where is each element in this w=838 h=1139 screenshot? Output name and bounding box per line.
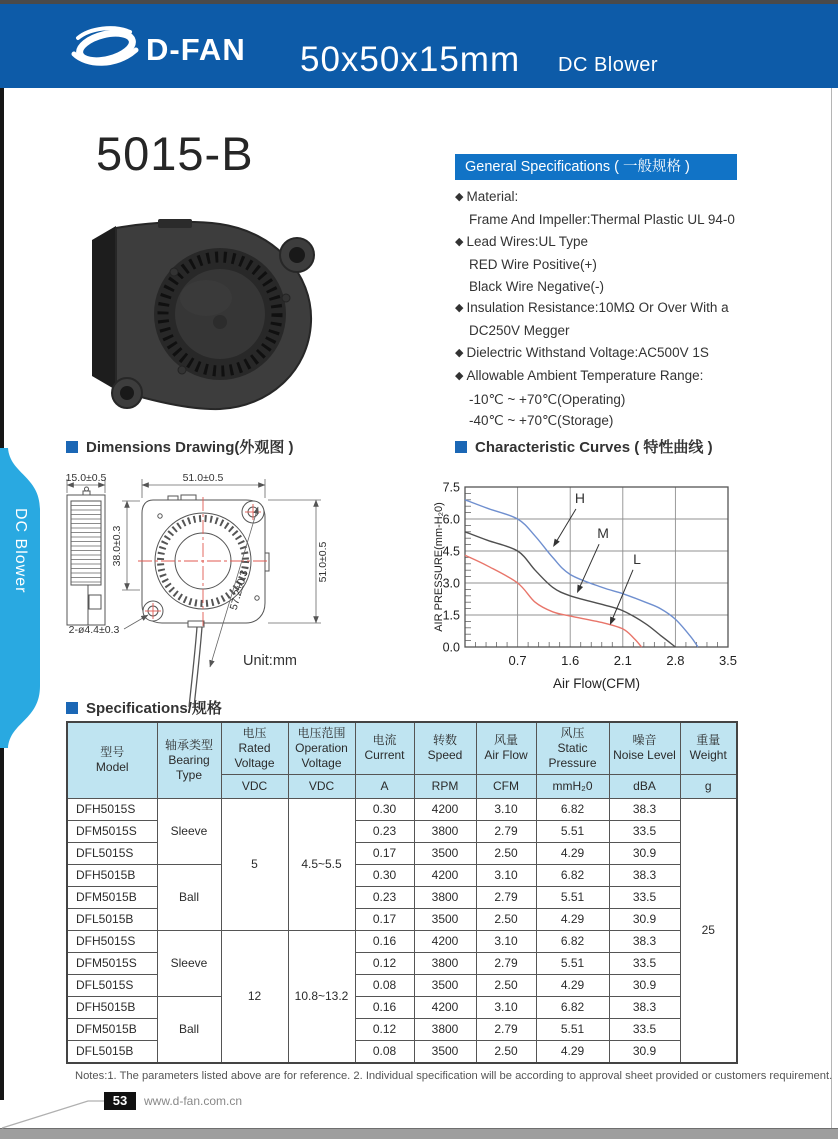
cell-static-pressure: 5.51: [536, 1018, 609, 1040]
column-unit: CFM: [476, 774, 536, 798]
table-row: [67, 996, 737, 1018]
dimensions-drawing: [60, 455, 450, 717]
cell-static-pressure: 5.51: [536, 886, 609, 908]
section-bullet-icon: [66, 441, 78, 453]
footer-decoration-lines: [0, 1085, 200, 1138]
cell-speed: 4200: [414, 930, 476, 952]
section-title-dimensions: Dimensions Drawing(外观图 ): [66, 436, 294, 457]
y-tick-label: 4.5: [442, 544, 460, 559]
cell-model: DFH5015B: [67, 996, 157, 1018]
cell-noise-level: 33.5: [609, 1018, 680, 1040]
cell-static-pressure: 4.29: [536, 1040, 609, 1063]
general-specs-list: [455, 186, 795, 431]
y-axis-title: AIR PRESSURE(mm-H₂0): [433, 502, 445, 632]
cell-model: DFL5015B: [67, 1040, 157, 1063]
cell-model: DFH5015S: [67, 930, 157, 952]
cell-current: 0.17: [355, 908, 414, 930]
notes-text: Notes:1. The parameters listed above are for reference. 2. Individual specification will be according to approval sheet provided or customers requirement.: [75, 1070, 833, 1082]
spec-item-continuation: RED Wire Positive(+): [469, 257, 597, 273]
cell-current: 0.17: [355, 842, 414, 864]
cell-model: DFL5015B: [67, 908, 157, 930]
page-number-badge: 53: [104, 1092, 136, 1110]
cell-bearing-type: Sleeve: [157, 930, 221, 996]
y-tick-label: 1.5: [442, 608, 460, 623]
cell-airflow: 3.10: [476, 996, 536, 1018]
cell-rated-voltage: 12: [221, 930, 288, 1063]
cell-static-pressure: 6.82: [536, 996, 609, 1018]
column-header: 风压 Static Pressure: [536, 722, 609, 774]
cell-model: DFL5015S: [67, 974, 157, 996]
spec-item-continuation: -40℃ ~ +70℃(Storage): [469, 413, 614, 429]
y-tick-label: 0.0: [442, 640, 460, 655]
dim-bolt-span: 38.0±0.3: [111, 525, 123, 567]
column-header: 风量 Air Flow: [476, 722, 536, 774]
cell-speed: 3500: [414, 1040, 476, 1063]
characteristic-curves-chart: [430, 480, 780, 694]
dim-diagonal: 57.2±0.3: [227, 568, 251, 612]
column-unit: VDC: [221, 774, 288, 798]
column-header: 转数 Speed: [414, 722, 476, 774]
cell-noise-level: 38.3: [609, 798, 680, 820]
header-banner: [0, 4, 838, 88]
cell-speed: 3500: [414, 842, 476, 864]
cell-operation-voltage: 10.8~13.2: [288, 930, 355, 1063]
cell-static-pressure: 4.29: [536, 908, 609, 930]
cell-current: 0.30: [355, 864, 414, 886]
dfan-logo-icon: [70, 22, 142, 72]
cell-model: DFM5015B: [67, 1018, 157, 1040]
dim-front-height: 51.0±0.5: [317, 541, 329, 583]
cell-model: DFM5015S: [67, 952, 157, 974]
cell-airflow: 3.10: [476, 864, 536, 886]
cell-noise-level: 33.5: [609, 820, 680, 842]
cell-bearing-type: Ball: [157, 864, 221, 930]
column-unit: dBA: [609, 774, 680, 798]
y-tick-label: 6.0: [442, 512, 460, 527]
column-header: 轴承类型 Bearing Type: [157, 722, 221, 798]
curve-label-H: H: [574, 490, 585, 506]
cell-speed: 4200: [414, 864, 476, 886]
cell-noise-level: 38.3: [609, 930, 680, 952]
curve-L: [465, 555, 642, 647]
cell-airflow: 2.50: [476, 908, 536, 930]
diamond-bullet-icon: ◆: [455, 302, 464, 315]
diamond-bullet-icon: ◆: [455, 235, 464, 248]
cell-airflow: 2.79: [476, 820, 536, 842]
column-header: 电压 Rated Voltage: [221, 722, 288, 774]
cell-airflow: 2.50: [476, 974, 536, 996]
cell-speed: 3800: [414, 952, 476, 974]
cell-current: 0.12: [355, 952, 414, 974]
product-type: DC Blower: [558, 54, 659, 76]
cell-model: DFM5015B: [67, 886, 157, 908]
cell-speed: 3500: [414, 974, 476, 996]
column-header: 重量 Weight: [680, 722, 737, 774]
diamond-bullet-icon: ◆: [455, 191, 464, 203]
cell-current: 0.12: [355, 1018, 414, 1040]
spec-item: ◆ Allowable Ambient Temperature Range:: [455, 368, 704, 384]
cell-speed: 3800: [414, 820, 476, 842]
cell-current: 0.23: [355, 886, 414, 908]
annotation-arrowhead-M: [577, 585, 583, 594]
y-tick-label: 3.0: [442, 576, 460, 591]
spec-item-continuation: Black Wire Negative(-): [469, 278, 605, 294]
column-unit: RPM: [414, 774, 476, 798]
x-tick-label: 0.7: [508, 653, 527, 668]
cell-speed: 4200: [414, 798, 476, 820]
cell-operation-voltage: 4.5~5.5: [288, 798, 355, 930]
cell-airflow: 3.10: [476, 930, 536, 952]
cell-current: 0.30: [355, 798, 414, 820]
spec-item-continuation: DC250V Megger: [469, 323, 570, 339]
cell-airflow: 2.50: [476, 1040, 536, 1063]
cell-airflow: 2.79: [476, 952, 536, 974]
annotation-arrowhead-H: [553, 539, 560, 547]
section-title-curves: Characteristic Curves ( 特性曲线 ): [455, 436, 713, 457]
model-title: 5015-B: [96, 127, 254, 180]
diamond-bullet-icon: ◆: [455, 346, 464, 359]
general-specs-header: General Specifications ( 一般规格 ): [455, 154, 737, 180]
curve-H: [465, 500, 698, 647]
product-size: 50x50x15mm: [300, 40, 521, 79]
spec-item: ◆ Lead Wires:UL Type: [455, 233, 589, 249]
cell-rated-voltage: 5: [221, 798, 288, 930]
section-bullet-icon: [455, 441, 467, 453]
cell-airflow: 2.50: [476, 842, 536, 864]
cell-current: 0.08: [355, 1040, 414, 1063]
spec-item: ◆ Material:: [455, 189, 519, 204]
column-unit: mmH₂0: [536, 774, 609, 798]
dim-side-width: 15.0±0.5: [65, 472, 107, 484]
cell-static-pressure: 6.82: [536, 864, 609, 886]
cell-model: DFL5015S: [67, 842, 157, 864]
cell-noise-level: 30.9: [609, 974, 680, 996]
diamond-bullet-icon: ◆: [455, 370, 464, 383]
cell-static-pressure: 5.51: [536, 820, 609, 842]
cell-noise-level: 33.5: [609, 952, 680, 974]
cell-noise-level: 38.3: [609, 996, 680, 1018]
spec-item: ◆ Dielectric Withstand Voltage:AC500V 1S: [455, 344, 709, 360]
x-tick-label: 2.1: [613, 653, 632, 668]
curve-label-L: L: [633, 550, 641, 567]
cell-speed: 3500: [414, 908, 476, 930]
spec-item-continuation: Frame And Impeller:Thermal Plastic UL 94-0: [469, 212, 735, 228]
cell-bearing-type: Ball: [157, 996, 221, 1063]
cell-static-pressure: 6.82: [536, 798, 609, 820]
cell-noise-level: 33.5: [609, 886, 680, 908]
cell-airflow: 2.79: [476, 886, 536, 908]
brand-name: D-FAN: [146, 32, 246, 67]
x-axis-title: Air Flow(CFM): [553, 676, 640, 691]
cell-model: DFH5015S: [67, 798, 157, 820]
column-unit: VDC: [288, 774, 355, 798]
cell-model: DFM5015S: [67, 820, 157, 842]
column-unit: A: [355, 774, 414, 798]
cell-model: DFH5015B: [67, 864, 157, 886]
x-tick-label: 1.6: [561, 653, 580, 668]
side-tab-label: DC Blower: [12, 508, 29, 594]
cell-speed: 3800: [414, 886, 476, 908]
cell-static-pressure: 4.29: [536, 842, 609, 864]
unit-label: Unit:mm: [243, 653, 297, 669]
cell-current: 0.08: [355, 974, 414, 996]
x-tick-label: 2.8: [666, 653, 685, 668]
cell-noise-level: 30.9: [609, 1040, 680, 1063]
cell-current: 0.16: [355, 930, 414, 952]
product-photo: [70, 192, 325, 420]
x-tick-label: 3.5: [718, 653, 738, 668]
dim-holes: 2-ø4.4±0.3: [68, 624, 120, 636]
cell-static-pressure: 6.82: [536, 930, 609, 952]
column-header: 电压范围 Operation Voltage: [288, 722, 355, 774]
cell-noise-level: 30.9: [609, 908, 680, 930]
column-header: 型号 Model: [67, 722, 157, 798]
cell-current: 0.23: [355, 820, 414, 842]
cell-current: 0.16: [355, 996, 414, 1018]
cell-speed: 3800: [414, 1018, 476, 1040]
specifications-table: [66, 721, 738, 1064]
table-row: [67, 864, 737, 886]
spec-item-continuation: -10℃ ~ +70℃(Operating): [469, 391, 626, 407]
annotation-arrowhead-L: [610, 617, 616, 626]
dim-front-width: 51.0±0.5: [182, 472, 224, 484]
curve-label-M: M: [597, 525, 609, 542]
cell-airflow: 3.10: [476, 798, 536, 820]
cell-static-pressure: 4.29: [536, 974, 609, 996]
plot-border: [465, 487, 728, 647]
cell-noise-level: 38.3: [609, 864, 680, 886]
column-header: 噪音 Noise Level: [609, 722, 680, 774]
annotation-arrow-H: [557, 509, 576, 541]
y-tick-label: 7.5: [442, 480, 460, 495]
cell-static-pressure: 5.51: [536, 952, 609, 974]
column-unit: g: [680, 774, 737, 798]
cell-airflow: 2.79: [476, 1018, 536, 1040]
website-link[interactable]: www.d-fan.com.cn: [144, 1094, 243, 1108]
cell-bearing-type: Sleeve: [157, 798, 221, 864]
column-header: 电流 Current: [355, 722, 414, 774]
table-row: [67, 798, 737, 820]
section-title-specifications: Specifications/规格: [66, 697, 222, 718]
dc-blower-side-tab: [0, 448, 44, 748]
page-right-border: [831, 88, 832, 1128]
spec-item: ◆ Insulation Resistance:10MΩ Or Over With a: [455, 300, 729, 316]
cell-weight: 25: [680, 798, 737, 1063]
cell-noise-level: 30.9: [609, 842, 680, 864]
cell-speed: 4200: [414, 996, 476, 1018]
table-row: [67, 930, 737, 952]
